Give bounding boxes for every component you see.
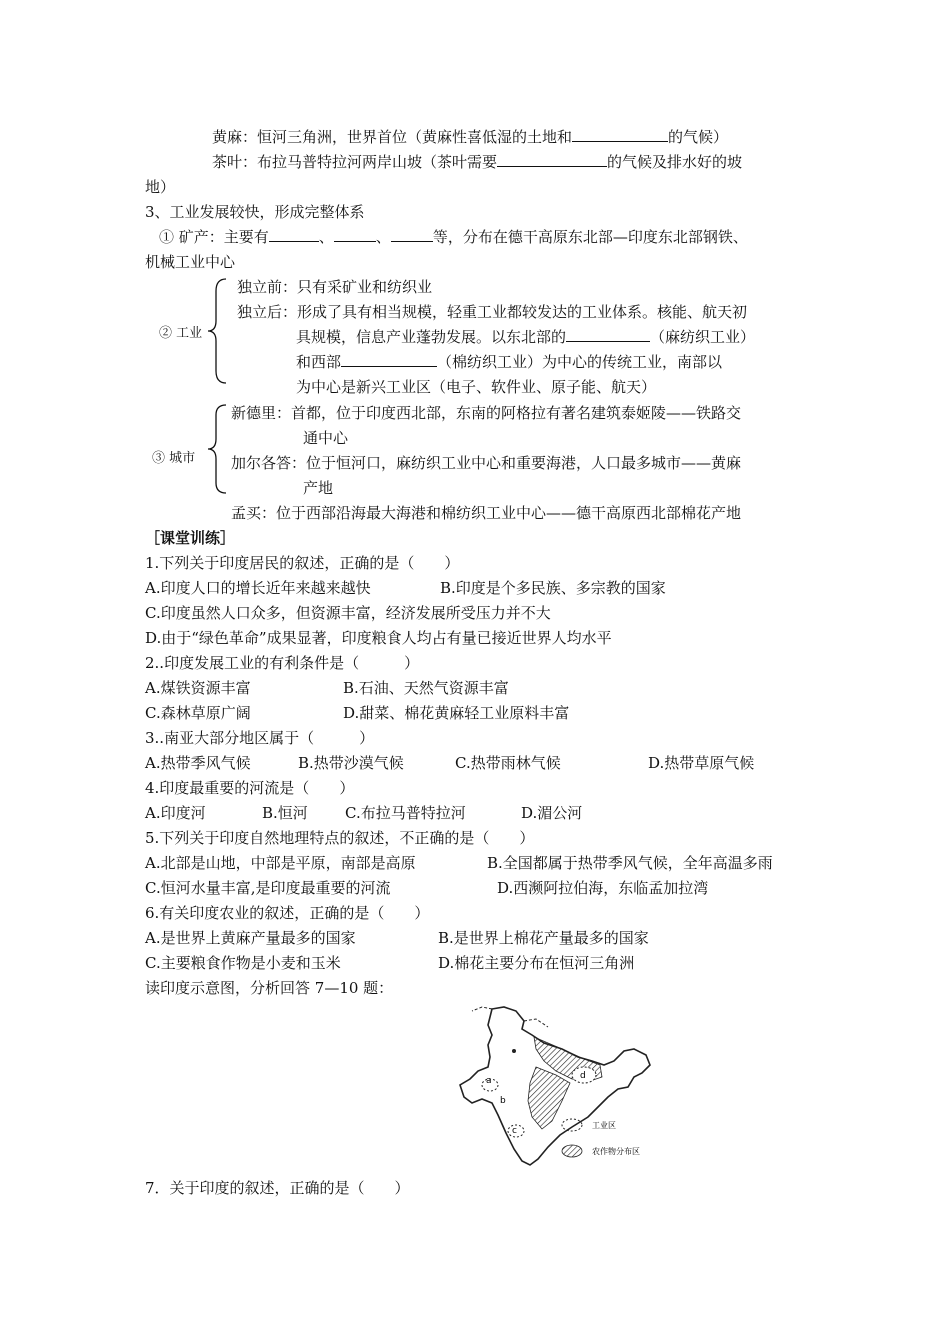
kolkata-line-1: 加尔各答：位于恒河口，麻纺织工业中心和重要海港，人口最多城市——黄麻 [231, 454, 742, 472]
q5-option-a[interactable]: A.北部是山地，中部是平原，南部是高原 [145, 854, 416, 872]
industry-after-3: 和西部 （棉纺织工业）为中心的传统工业，南部以 [296, 353, 723, 371]
kolkata-line-2: 产地 [303, 479, 334, 497]
northern-border [472, 1007, 548, 1027]
q4-option-c[interactable]: C.布拉马普特拉河 [345, 804, 466, 822]
map-label-c: c [512, 1126, 517, 1136]
industry-heading: 3、工业发展较快，形成完整体系 [145, 203, 365, 221]
q1-option-c[interactable]: C.印度虽然人口众多，但资源丰富，经济发展所受压力并不大 [145, 604, 551, 622]
question-7: 7．关于印度的叙述，正确的是（ ） [145, 1179, 410, 1197]
city-dot [512, 1049, 516, 1053]
q2-option-a[interactable]: A.煤铁资源丰富 [145, 679, 251, 697]
industry-after-4: 为中心是新兴工业区（电子、软件业、原子能、航天） [296, 378, 657, 396]
industry-brace-icon [206, 277, 228, 385]
map-label-d: d [580, 1071, 586, 1081]
map-label-b: b [500, 1096, 506, 1106]
q1-option-b[interactable]: B.印度是个多民族、多宗教的国家 [440, 579, 666, 597]
question-4: 4.印度最重要的河流是（ ） [145, 779, 355, 797]
q2-option-d[interactable]: D.甜菜、棉花黄麻轻工业原料丰富 [343, 704, 570, 722]
question-5: 5.下列关于印度自然地理特点的叙述，不正确的是（ ） [145, 829, 535, 847]
industry-after-2: 具规模，信息产业蓬勃发展。以东北部的 （麻纺织工业） [296, 328, 756, 346]
west-blank[interactable] [341, 352, 437, 367]
minerals-line: ① 矿产：主要有 、 、 等，分布在德干高原东北部—印度东北部钢铁、 [159, 228, 748, 246]
q3-option-a[interactable]: A.热带季风气候 [145, 754, 251, 772]
question-3: 3..南亚大部分地区属于（ ） [145, 729, 375, 747]
mumbai-line: 孟买：位于西部沿海最大海港和棉纺织工业中心——德干高原西北部棉花产地 [231, 504, 742, 522]
cities-label: ③ 城市 [152, 451, 196, 466]
q5-option-c[interactable]: C.恒河水量丰富,是印度最重要的河流 [145, 879, 391, 897]
industry-after-1: 独立后：形成了具有相当规模，轻重工业都较发达的工业体系。核能、航天初 [237, 303, 748, 321]
legend-industry-icon [562, 1119, 582, 1131]
q3-option-b[interactable]: B.热带沙漠气候 [298, 754, 404, 772]
q2-option-b[interactable]: B.石油、天然气资源丰富 [343, 679, 509, 697]
q6-option-c[interactable]: C.主要粮食作物是小麦和玉米 [145, 954, 341, 972]
mineral-blank-3[interactable] [391, 227, 433, 242]
q3-option-c[interactable]: C.热带雨林气候 [455, 754, 561, 772]
industry-label: ② 工业 [159, 326, 203, 341]
delhi-line-1: 新德里：首都，位于印度西北部，东南的阿格拉有著名建筑泰姬陵——铁路交 [231, 404, 742, 422]
q4-option-b[interactable]: B.恒河 [262, 804, 308, 822]
q5-option-d[interactable]: D.西濒阿拉伯海，东临孟加拉湾 [497, 879, 709, 897]
mineral-blank-1[interactable] [269, 227, 319, 242]
legend-crops: 农作物分布区 [592, 1147, 640, 1156]
jute-blank[interactable] [572, 127, 668, 142]
cities-brace-icon [206, 403, 228, 495]
question-2: 2..印度发展工业的有利条件是（ ） [145, 654, 420, 672]
exercise-heading: ［课堂训练］ [145, 529, 236, 547]
tea-blank[interactable] [497, 152, 607, 167]
q1-option-d[interactable]: D.由于“绿色革命”成果显著，印度粮食人均占有量已接近世界人均水平 [145, 629, 612, 647]
map-intro: 读印度示意图，分析回答 7—10 题： [145, 979, 394, 997]
northeast-blank[interactable] [566, 327, 650, 342]
q4-option-d[interactable]: D.湄公河 [521, 804, 583, 822]
q5-option-b[interactable]: B.全国都属于热带季风气候，全年高温多雨 [487, 854, 773, 872]
question-1: 1.下列关于印度居民的叙述，正确的是（ ） [145, 554, 460, 572]
tea-line: 茶叶：布拉马普特拉河两岸山坡（茶叶需要 的气候及排水好的坡 [212, 153, 743, 171]
question-6: 6.有关印度农业的叙述，正确的是（ ） [145, 904, 430, 922]
legend-crop-icon [562, 1145, 582, 1157]
minerals-wrap: 机械工业中心 [145, 253, 236, 271]
industry-before: 独立前：只有采矿业和纺织业 [237, 278, 433, 296]
map-label-a: a [486, 1076, 492, 1086]
q6-option-a[interactable]: A.是世界上黄麻产量最多的国家 [145, 929, 356, 947]
q1-option-a[interactable]: A.印度人口的增长近年来越来越快 [145, 579, 371, 597]
mineral-blank-2[interactable] [334, 227, 376, 242]
tea-wrap: 地） [145, 178, 176, 196]
jute-line: 黄麻：恒河三角洲，世界首位（黄麻性喜低湿的土地和 的气候） [212, 128, 729, 146]
q3-option-d[interactable]: D.热带草原气候 [648, 754, 755, 772]
q6-option-d[interactable]: D.棉花主要分布在恒河三角洲 [438, 954, 635, 972]
crop-area-east [528, 1067, 570, 1129]
india-map [452, 1005, 667, 1170]
delhi-line-2: 通中心 [303, 429, 349, 447]
q4-option-a[interactable]: A.印度河 [145, 804, 206, 822]
q6-option-b[interactable]: B.是世界上棉花产量最多的国家 [438, 929, 649, 947]
legend-industry: 工业区 [592, 1121, 616, 1130]
q2-option-c[interactable]: C.森林草原广阔 [145, 704, 251, 722]
